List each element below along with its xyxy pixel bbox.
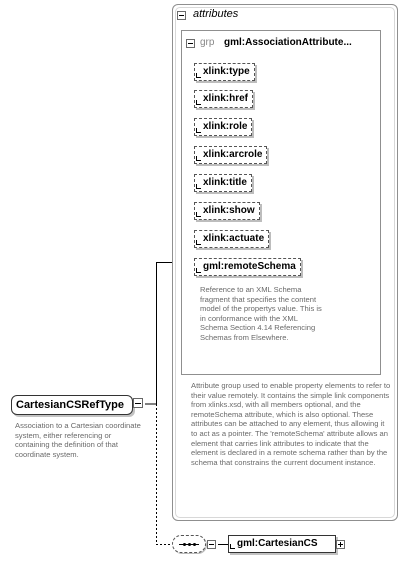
complex-type-doc: Association to a Cartesian coordinate system, either referencing or containing the definition of that coordinate system. (15, 421, 141, 459)
attribute-icon (196, 212, 201, 217)
attribute-label: xlink:role (203, 121, 248, 132)
attribute-xlink-arcrole[interactable] (194, 146, 267, 164)
child-element-name: gml:CartesianCS (237, 538, 318, 549)
attribute-label: xlink:type (203, 66, 250, 77)
attribute-xlink-role[interactable] (194, 118, 252, 136)
attribute-icon (196, 268, 201, 273)
attribute-icon (196, 128, 201, 133)
reference-icon (230, 544, 235, 549)
collapse-icon[interactable] (207, 540, 216, 549)
collapse-icon[interactable] (186, 39, 195, 48)
sequence-compositor[interactable] (172, 535, 206, 553)
attributes-title: attributes (193, 8, 239, 20)
group-name: gml:AssociationAttribute... (224, 37, 352, 48)
attribute-xlink-href[interactable] (194, 90, 253, 108)
group-doc: Attribute group used to enable property elements to refer to their value remotely. It contains the simple link components from xlinks.xsd, with all members optional, and the remoteSchema attribute, which is also optional. These attributes can be attached to any element, thus allowing it to act as a pointer. The 'remoteSchema' attribute allows an element that carries link attributes to indicate that the element is declared in a remote schema rather than by the schema that constrains the current document instance. (191, 381, 391, 467)
attribute-xlink-title[interactable] (194, 174, 252, 192)
sequence-dot (188, 543, 191, 546)
attribute-xlink-actuate[interactable] (194, 230, 269, 248)
attribute-label: xlink:show (203, 205, 255, 216)
complex-type-connector[interactable] (133, 398, 145, 410)
attribute-icon (196, 100, 201, 105)
complex-type-name: CartesianCSRefType (16, 399, 124, 411)
attribute-label: xlink:href (203, 93, 249, 104)
expand-icon[interactable] (336, 540, 345, 549)
attribute-label: xlink:arcrole (203, 149, 263, 160)
attribute-label: xlink:title (203, 177, 247, 188)
group-keyword: grp (200, 37, 215, 48)
collapse-icon[interactable] (177, 11, 186, 20)
complex-type-element[interactable] (11, 395, 133, 415)
collapse-icon[interactable] (133, 398, 143, 408)
sequence-dot (183, 543, 186, 546)
attribute-icon (196, 184, 201, 189)
attribute-label: xlink:actuate (203, 233, 265, 244)
remote-schema-doc: Reference to an XML Schema fragment that specifies the content model of the propertys value. This is in conformance with the XML Schema Section 4.14 Referencing Schemas from Elsewhere. (200, 285, 322, 342)
attribute-xlink-show[interactable] (194, 202, 260, 220)
attribute-label: gml:remoteSchema (203, 261, 296, 272)
attribute-gml-remoteschema[interactable] (194, 258, 301, 276)
attribute-xlink-type[interactable] (194, 63, 255, 81)
attribute-icon (196, 240, 201, 245)
attribute-icon (196, 156, 201, 161)
child-element-ref[interactable] (228, 535, 336, 553)
attribute-icon (196, 73, 201, 78)
sequence-dot (193, 543, 196, 546)
